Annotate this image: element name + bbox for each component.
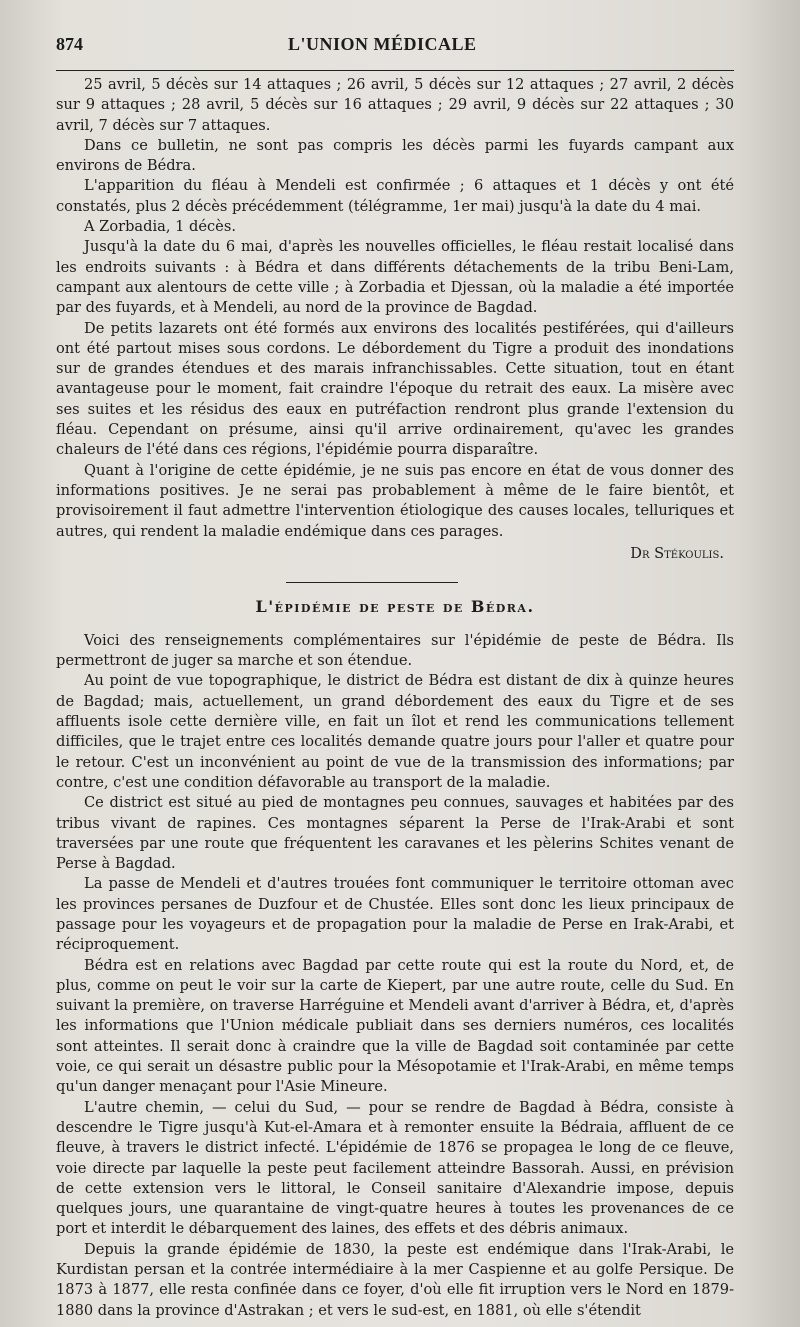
report-paragraph: Quant à l'origine de cette épidémie, je ne suis pas encore en état de vous donner des informations positives. Je ne serai pas probablement à même de le faire bientôt, et provisoirement il faut admettre l'intervention étiologique des causes locales, telluriques et autres, qui rendent la maladie endémique dans ces parages.	[56, 461, 734, 540]
page-number: 874	[56, 34, 83, 54]
report-paragraph: A Zorbadia, 1 décès.	[84, 218, 236, 236]
running-title: L'UNION MÉDICALE	[288, 34, 477, 54]
header-rule	[56, 70, 734, 71]
article-section	[56, 597, 734, 1321]
article-paragraph: Bédra est en relations avec Bagdad par cette route qui est la route du Nord, et, de plus, comme on peut le voir sur la carte de Kiepert, par une autre route, celle du Sud. En suivant la première, on traverse Harréguine et Mendeli avant d'arriver à Bédra, et, d'après les informations que l'Union médicale publiait dans ses derniers numéros, ces localités sont atteintes. Il serait donc à craindre que la ville de Bagdad soit contaminée par cette voie, ce qui serait un désastre public pour la Mésopotamie et l'Irak-Arabi, en même temps qu'un danger menaçant pour l'Asie Mineure.	[56, 956, 734, 1096]
report-paragraph: Dans ce bulletin, ne sont pas compris les décès parmi les fuyards campant aux environs de Bédra.	[56, 136, 734, 175]
report-paragraph: 25 avril, 5 décès sur 14 attaques ; 26 avril, 5 décès sur 12 attaques ; 27 avril, 2 décès sur 9 attaques ; 28 avril, 5 décès sur 16 attaques ; 29 avril, 9 décès sur 22 attaques ; 30 avril, 7 décès sur 7 attaques.	[56, 76, 734, 134]
article-title: L'épidémie de peste de Bédra.	[255, 596, 535, 616]
article-paragraph: La passe de Mendeli et d'autres trouées font communiquer le territoire ottoman avec les provinces persanes de Duzfour et de Chustée. Elles sont donc les lieux principaux de passage pour les voyageurs et de propagation pour la maladie de Perse en Irak-Arabi, et réciproquement.	[56, 875, 734, 954]
report-paragraph: De petits lazarets ont été formés aux environs des localités pestiférées, qui d'ailleurs ont été partout mises sous cordons. Le débordement du Tigre a produit des inondations sur de grandes étendues et des marais infranchissables. Cette situation, tout en étant avantageuse pour le moment, fait craindre l'époque du retrait des eaux. La misère avec ses suites et les résidus des eaux en putréfaction rendront plus grande l'extension du fléau. Cependant on présume, ainsi qu'il arrive ordinairement, qu'avec les grandes chaleurs de l'été dans ces régions, l'épidémie pourra disparaître.	[56, 319, 734, 459]
signature: Dr Stékoulis.	[630, 544, 724, 562]
article-paragraph: Ce district est situé au pied de montagnes peu connues, sauvages et habitées par des tribus vivant de rapines. Ces montagnes séparent la Perse de l'Irak-Arabi et sont traversées par une route que fréquentent les caravanes et les pèlerins Schites venant de Perse à Bagdad.	[56, 794, 734, 873]
report-paragraph: L'apparition du fléau à Mendeli est confirmée ; 6 attaques et 1 décès y ont été constatés, plus 2 décès précédemment (télégramme, 1er mai) jusqu'à la date du 4 mai.	[56, 177, 734, 215]
report-section	[56, 75, 734, 564]
article-paragraph: Voici des renseignements complémentaires sur l'épidémie de peste de Bédra. Ils permettront de juger sa marche et son étendue.	[56, 631, 734, 670]
report-paragraph: Jusqu'à la date du 6 mai, d'après les nouvelles officielles, le fléau restait localisé dans les endroits suivants : à Bédra et dans différents détachements de la tribu Beni-Lam, campant aux alentours de cette ville ; à Zorbadia et Djessan, où la maladie a été importée par des fuyards, et à Mendeli, au nord de la province de Bagdad.	[56, 238, 734, 317]
section-divider	[286, 582, 458, 583]
page-header	[56, 34, 734, 56]
article-paragraph: Depuis la grande épidémie de 1830, la peste est endémique dans l'Irak-Arabi, le Kurdistan persan et la contrée intermédiaire à la mer Caspienne et au golfe Persique. De 1873 à 1877, elle resta confinée dans ce foyer, d'où elle fit irruption vers le Nord en 1879-1880 dans la province d'Astrakan ; et vers le sud-est, en 1881, où elle s'étendit	[56, 1240, 734, 1319]
article-paragraph: Au point de vue topographique, le district de Bédra est distant de dix à quinze heures de Bagdad; mais, actuellement, un grand débordement des eaux du Tigre et de ses affluents isole cette dernière ville, en fait un îlot et rend les communications tellement difficiles, que le trajet entre ces localités demande quatre jours pour l'aller et quatre pour le retour. C'est un inconvénient au point de vue de la transmission des informations; par contre, c'est une condition défavorable au transport de la maladie.	[56, 672, 734, 791]
article-paragraph: L'autre chemin, — celui du Sud, — pour se rendre de Bagdad à Bédra, consiste à descendre le Tigre jusqu'à Kut-el-Amara et à remonter ensuite la Bédraia, affluent de ce fleuve, à travers le district infecté. L'épidémie de 1876 se propagea le long de ce fleuve, voie directe par laquelle la peste peut facilement atteindre Bassorah. Aussi, en prévision de cette extension vers le littoral, le Conseil sanitaire d'Alexandrie impose, depuis quelques jours, une quarantaine de vingt-quatre heures à toutes les provenances de ce port et interdit le débarquement des laines, des effets et des débris animaux.	[56, 1098, 734, 1238]
